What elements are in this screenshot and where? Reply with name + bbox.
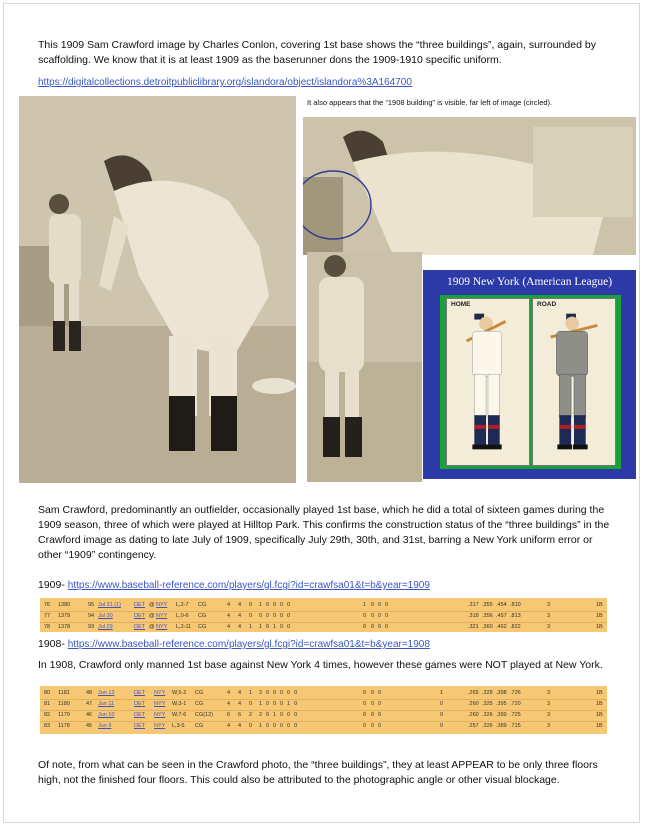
table-cell: 1 [259,701,263,707]
table-cell: 0 [385,602,389,608]
table-cell: 0 [371,690,375,696]
table-cell: 0 [363,701,367,707]
table-cell: .457 [496,613,507,619]
table-cell: .325 [482,701,493,707]
table-cell: .454 [496,602,507,608]
table-cell: 93 [88,624,95,630]
table-cell: 1378 [58,624,71,630]
table-cell: 0 [266,602,270,608]
table-cell: 0 [280,613,284,619]
table-cell: .398 [496,690,507,696]
table-cell: 2 [259,712,263,718]
table-cell: 0 [294,723,298,729]
table-cell: 3 [547,624,551,630]
table-cell: 1179 [58,712,70,718]
table-cell[interactable]: DET [134,701,145,707]
closing-paragraph: Of note, from what can be seen in the Crawford photo, the “three buildings”, they at least APPEAR to be only three floors high, not the finished four floors. This could also be attributed to the photographic angle or other visual blockage. [38,759,598,786]
table-cell: CG [195,723,204,729]
table-cell: .389 [496,723,507,729]
table-cell: 0 [280,602,284,608]
table-cell: 0 [266,712,270,718]
road-uniform-panel [532,298,616,466]
table-cell: 6 [227,712,231,718]
table-cell: CG [195,690,204,696]
table-cell: 0 [385,624,389,630]
conlon-photo-link[interactable]: https://digitalcollections.detroitpubliclibrary.org/islandora/object/islandora%3A164700 [38,77,412,88]
table-cell: .317 [468,602,479,608]
table-cell: CG [198,613,207,619]
table-cell[interactable]: NYY [156,602,168,608]
table-cell: 0 [280,690,284,696]
table-cell[interactable]: Jul 29 [98,624,113,630]
table-cell: 0 [378,602,382,608]
table-cell: 0 [280,624,284,630]
table-cell: 0 [440,701,444,707]
table-cell: 0 [378,723,382,729]
table-cell: 0 [249,723,253,729]
table-cell: 0 [378,712,382,718]
table-cell: 1 [440,690,444,696]
home-uniform-figure [447,299,529,465]
table-cell: 0 [280,701,284,707]
table-cell: 0 [363,613,367,619]
table-cell: .355 [482,602,493,608]
table-cell: 95 [88,602,95,608]
table-cell: L,2-7 [176,602,189,608]
table-cell: W,7-6 [172,712,187,718]
table-cell[interactable]: Jun 11 [98,701,115,707]
table-cell: 1 [363,602,367,608]
table-cell: 1379 [58,613,71,619]
table-cell: 1 [249,624,253,630]
year-1908-label: 1908- [38,638,68,650]
table-cell: 0 [249,602,253,608]
table-cell: 1B [596,690,603,696]
table-cell: 0 [294,712,298,718]
table-cell: L,0-6 [176,613,189,619]
year-1908-note: In 1908, Crawford only manned 1st base against New York 4 times, however these games were NOT played at New York. [38,659,603,671]
cropped-photo-top [303,117,636,255]
year-1909-link[interactable]: https://www.baseball-reference.com/players/gl.fcgi?id=crawfsa01&t=b&year=1909 [67,580,430,591]
year-1908-link[interactable]: https://www.baseball-reference.com/players/gl.fcgi?id=crawfsa01&t=b&year=1908 [67,639,430,650]
table-cell: 1B [596,602,603,608]
table-row [40,721,607,732]
table-cell: 0 [273,613,277,619]
table-cell: 0 [371,723,375,729]
table-cell: 3 [547,712,551,718]
table-cell: 1B [596,613,603,619]
table-row [40,622,607,633]
table-cell: 1B [596,624,603,630]
table-cell: .321 [468,624,479,630]
home-uniform-panel [446,298,530,466]
table-cell: .395 [496,701,507,707]
uniform-reference [423,270,636,479]
table-cell: 76 [44,602,51,608]
table-cell: 83 [44,723,51,729]
table-cell: 3 [547,701,551,707]
table-cell: 0 [273,701,277,707]
table-cell: 0 [385,613,389,619]
table-cell: 0 [287,624,291,630]
table-cell: 4 [227,701,231,707]
table-cell: @ [149,602,155,608]
table-cell[interactable]: DET [134,690,145,696]
table-cell[interactable]: NYY [154,690,166,696]
table-cell: 3 [547,613,551,619]
table-cell: 0 [440,712,444,718]
table-cell: 0 [371,624,375,630]
table-cell: 0 [249,701,253,707]
table-cell: 3 [547,690,551,696]
table-cell[interactable]: Jul 30 [98,613,113,619]
table-cell: 0 [371,701,375,707]
table-cell: .462 [496,624,507,630]
table-cell: 1178 [58,723,70,729]
table-cell: 0 [287,723,291,729]
stat-table-1909 [40,598,607,632]
table-cell: 4 [227,602,231,608]
table-cell[interactable]: Jul 31 (1) [98,602,121,608]
table-cell: 48 [86,690,93,696]
table-cell: .326 [482,712,493,718]
table-cell: .326 [482,723,493,729]
table-cell: .715 [510,723,521,729]
table-cell: 1B [596,712,603,718]
table-cell: 0 [266,613,270,619]
table-cell[interactable]: NYY [154,701,166,707]
table-cell: L,2-11 [176,624,192,630]
table-cell: 6 [238,712,242,718]
table-cell: 0 [371,602,375,608]
table-cell: 1181 [58,690,70,696]
table-cell: 0 [371,712,375,718]
table-cell: 0 [273,602,277,608]
table-cell: W,5-2 [172,690,187,696]
table-cell[interactable]: DET [134,613,145,619]
table-cell: @ [149,613,155,619]
table-cell: W,3-1 [172,701,187,707]
table-cell[interactable]: Jun 12 [98,690,115,696]
year-1909-line [38,579,430,591]
table-cell: 1 [287,701,291,707]
table-cell: CG [198,602,207,608]
table-cell: L,3-5 [172,723,185,729]
table-cell: .822 [510,624,521,630]
table-cell: 0 [280,712,284,718]
table-cell[interactable]: DET [134,602,145,608]
table-cell: 1180 [58,701,70,707]
table-cell: .265 [468,690,479,696]
table-cell[interactable]: Jun 10 [98,712,115,718]
table-cell: 0 [378,690,382,696]
home-label: HOME [451,301,471,308]
table-cell: 0 [266,690,270,696]
uniform-title: 1909 New York (American League) [446,276,613,288]
table-cell[interactable]: DET [134,624,145,630]
table-cell: 4 [238,723,242,729]
table-cell: CG [198,624,207,630]
table-cell: 0 [287,602,291,608]
table-cell: 0 [266,624,270,630]
table-cell[interactable]: NYY [154,712,166,718]
table-cell: 1B [596,701,603,707]
table-cell: 1B [596,723,603,729]
photo-caption: It also appears that the “1908 building” is visible, far left of image (circled). [307,98,553,107]
table-cell: 1 [273,624,277,630]
table-cell: .360 [482,624,493,630]
table-cell: 0 [371,613,375,619]
table-cell: 94 [88,613,95,619]
table-cell: 78 [44,624,51,630]
table-cell: 0 [266,701,270,707]
table-cell: 4 [238,701,242,707]
cropped-photo-top-art [303,117,636,255]
table-cell: 4 [227,613,231,619]
table-cell: 0 [287,690,291,696]
road-label: ROAD [537,301,557,308]
table-cell: 0 [273,723,277,729]
uniform-panels [440,295,621,469]
table-cell[interactable]: DET [134,723,145,729]
table-cell: 46 [86,712,93,718]
table-cell: 0 [440,723,444,729]
table-cell: 2 [249,712,253,718]
table-cell: .356 [482,613,493,619]
table-cell: 82 [44,712,51,718]
table-cell: 0 [280,723,284,729]
table-cell: 0 [287,613,291,619]
table-cell[interactable]: NYY [154,723,166,729]
year-1908-line [38,638,430,650]
table-cell: 0 [378,624,382,630]
table-cell: .328 [482,690,493,696]
table-cell: 47 [86,701,93,707]
table-cell: 0 [249,613,253,619]
stat-table-1908 [40,686,607,734]
crawford-photo [19,96,296,483]
table-cell: 4 [227,690,231,696]
table-cell: 77 [44,613,51,619]
table-cell: 45 [86,723,93,729]
table-cell: CG [195,701,204,707]
table-cell: @ [149,624,155,630]
body-paragraph: Sam Crawford, predominantly an outfielder, occasionally played 1st base, which he did a total of sixteen games during the 1909 season, three of which were played at Hilltop Park. This confirms the construction status of the “three buildings” in the Crawford image as dating to late July of 1909, specifically July 29th, 30th, and 31st, barring a New York uniform error or other “1909” contingency. [38,504,610,561]
table-cell: .399 [496,712,507,718]
table-cell: 3 [547,723,551,729]
table-cell: 1 [259,624,263,630]
table-cell: 1380 [58,602,71,608]
table-cell: 0 [363,723,367,729]
table-cell: .260 [468,701,479,707]
table-cell: .260 [468,712,479,718]
table-cell: .725 [510,712,521,718]
table-cell: 4 [238,624,242,630]
road-uniform-figure [533,299,615,465]
table-cell: 0 [273,690,277,696]
table-cell: CG(12) [195,712,214,718]
table-cell: 0 [363,624,367,630]
table-cell: 0 [259,613,263,619]
table-cell: 4 [238,690,242,696]
table-cell: 4 [238,613,242,619]
table-cell: 0 [363,712,367,718]
table-cell: .726 [510,690,521,696]
table-cell[interactable]: Jun 9 [98,723,112,729]
table-cell: .257 [468,723,479,729]
table-cell: .810 [510,602,521,608]
table-cell: 81 [44,701,51,707]
table-cell: 0 [287,712,291,718]
table-cell: 4 [227,624,231,630]
table-cell[interactable]: NYY [156,613,168,619]
table-cell: .318 [468,613,479,619]
table-cell: 1 [259,723,263,729]
table-cell: .720 [510,701,521,707]
table-cell: 0 [363,690,367,696]
table-cell: 1 [273,712,277,718]
crawford-photo-art [19,96,296,483]
table-cell: 4 [227,723,231,729]
table-cell: 3 [547,602,551,608]
table-cell: 0 [294,701,298,707]
table-cell: 0 [378,613,382,619]
year-1909-label: 1909- [38,579,68,591]
table-cell: 80 [44,690,51,696]
cropped-photo-bottom [307,252,422,482]
intro-paragraph: This 1909 Sam Crawford image by Charles Conlon, covering 1st base shows the “three buildings”, again, surrounded by scaffolding. We know that it is at least 1909 as the baserunner dons the 1909-1910 specific uniform. [38,39,596,66]
cropped-photo-bottom-art [307,252,422,482]
table-cell: 2 [259,690,263,696]
table-cell: 1 [249,690,253,696]
table-cell[interactable]: NYY [156,624,168,630]
table-cell: 1 [259,602,263,608]
table-cell[interactable]: DET [134,712,145,718]
table-cell: 4 [238,602,242,608]
table-cell: .813 [510,613,521,619]
table-cell: 0 [378,701,382,707]
table-cell: 0 [294,690,298,696]
table-cell: 0 [266,723,270,729]
